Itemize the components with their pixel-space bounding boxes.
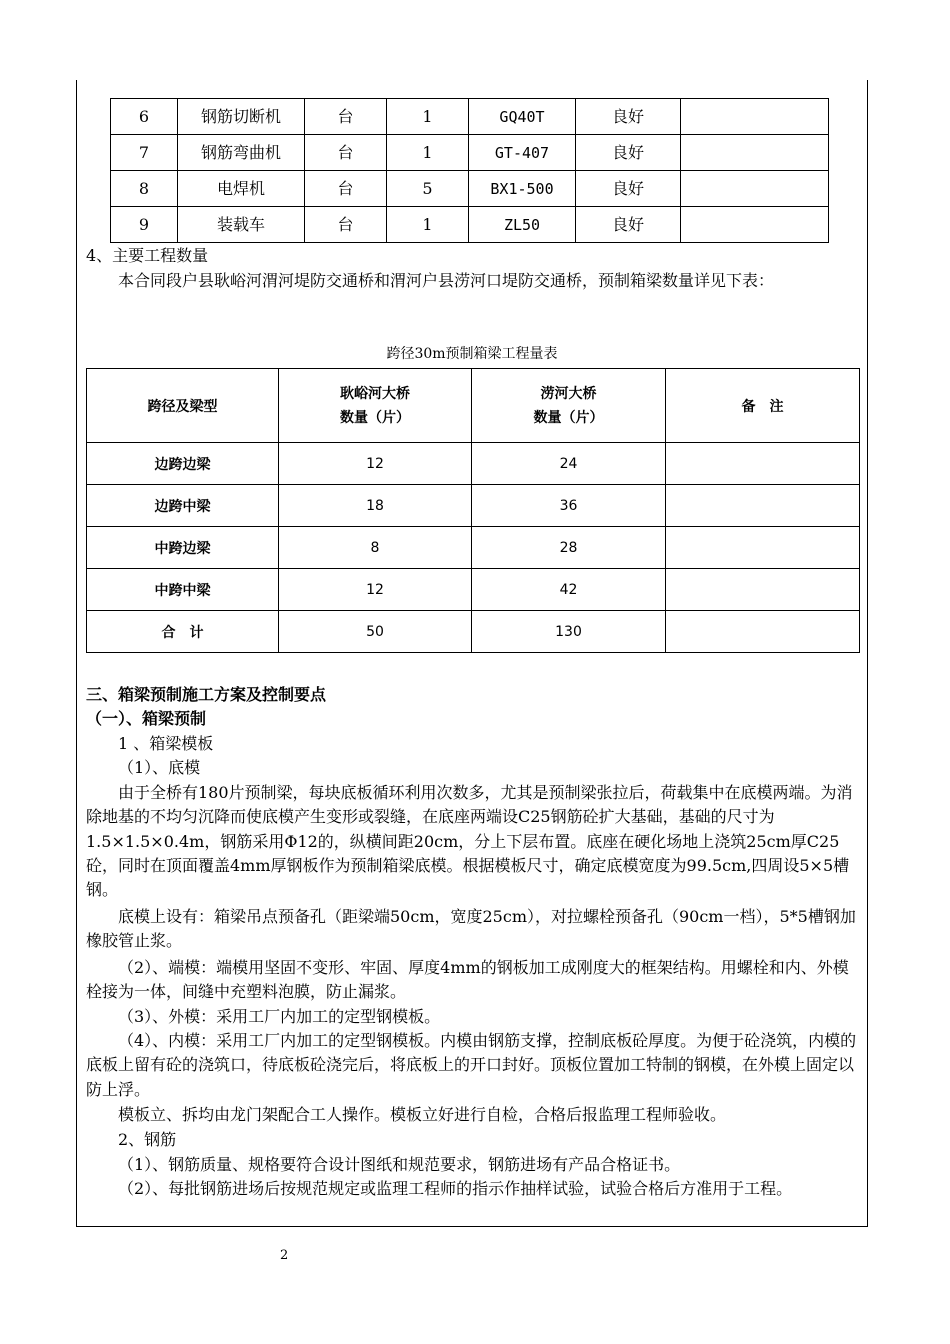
laohe-count: 130	[472, 611, 666, 653]
beam-type: 边跨边梁	[87, 443, 279, 485]
equipment-unit: 台	[305, 99, 387, 135]
gengyu-count: 12	[279, 569, 472, 611]
equipment-unit: 台	[305, 207, 387, 243]
quantity-table	[86, 368, 860, 653]
equipment-row	[111, 207, 829, 243]
item2-title: 2、钢筋	[118, 1130, 177, 1149]
equipment-model: GQ40T	[469, 99, 576, 135]
quantity-row	[87, 569, 860, 611]
header-laohe-line2: 数量（片）	[533, 409, 604, 426]
para-bottom-mold: 由于全桥有180片预制梁，每块底板循环利用次数多，尤其是预制梁张拉后，荷载集中在底模两端。为消除地基的不均匀沉降而使底模产生变形或裂缝，在底座两端设C25钢筋砼扩大基础，基础的尺寸为1.5×1.5×0.4m，钢筋采用Φ12的，纵横间距20cm，分上下层布置。底座在硬化场地上浇筑25cm厚C25砼，同时在顶面覆盖4mm厚钢板作为预制箱梁底模。根据模板尺寸，确定底模宽度为99.5cm,四周设5×5槽钢。	[86, 783, 853, 900]
laohe-count: 24	[472, 443, 666, 485]
gengyu-count: 18	[279, 485, 472, 527]
quantity-remark	[666, 443, 860, 485]
para-erect: 模板立、拆均由龙门架配合工人操作。模板立好进行自检，合格后报监理工程师验收。	[118, 1105, 727, 1124]
equipment-unit: 台	[305, 135, 387, 171]
equipment-row	[111, 135, 829, 171]
header-gengyu	[279, 369, 472, 443]
beam-type: 中跨中梁	[87, 569, 279, 611]
gengyu-count: 8	[279, 527, 472, 569]
section3-title: 三、箱梁预制施工方案及控制要点	[86, 685, 327, 704]
equipment-status: 良好	[576, 207, 681, 243]
equipment-qty: 1	[387, 135, 469, 171]
equipment-qty: 5	[387, 171, 469, 207]
header-remark: 备 注	[666, 369, 860, 443]
equipment-row	[111, 99, 829, 135]
equipment-remark	[681, 171, 829, 207]
quantity-table-header	[87, 369, 860, 443]
quantity-remark	[666, 485, 860, 527]
quantity-remark	[666, 611, 860, 653]
header-gengyu-line2: 数量（片）	[340, 409, 410, 426]
gengyu-count: 50	[279, 611, 472, 653]
gengyu-count: 12	[279, 443, 472, 485]
quantity-row	[87, 485, 860, 527]
equipment-model: ZL50	[469, 207, 576, 243]
equipment-name: 电焊机	[178, 171, 305, 207]
equipment-row	[111, 171, 829, 207]
equipment-no: 9	[111, 207, 178, 243]
para-inner-mold: （4）、内模：采用工厂内加工的定型钢模板。内模由钢筋支撑，控制底板砼厚度。为便于砼浇筑，内模的底板上留有砼的浇筑口，待底板砼浇完后，将底板上的开口封好。顶板位置加工特制的钢模，在外模上固定以防上浮。	[86, 1031, 857, 1099]
equipment-status: 良好	[576, 99, 681, 135]
para-outer-mold: （3）、外模：采用工厂内加工的定型钢模板。	[118, 1007, 441, 1026]
item1-1-title: （1）、底模	[118, 758, 201, 777]
item1-title: 1 、箱梁模板	[118, 734, 214, 753]
equipment-table	[110, 98, 829, 243]
header-laohe-line1: 涝河大桥	[540, 385, 597, 402]
equipment-status: 良好	[576, 171, 681, 207]
equipment-unit: 台	[305, 171, 387, 207]
quantity-row	[87, 611, 860, 653]
beam-type: 边跨中梁	[87, 485, 279, 527]
laohe-count: 28	[472, 527, 666, 569]
equipment-status: 良好	[576, 135, 681, 171]
laohe-count: 42	[472, 569, 666, 611]
equipment-name: 装载车	[178, 207, 305, 243]
header-span-type: 跨径及梁型	[87, 369, 279, 443]
equipment-no: 6	[111, 99, 178, 135]
equipment-no: 7	[111, 135, 178, 171]
equipment-model: GT-407	[469, 135, 576, 171]
page-number: 2	[280, 1248, 289, 1263]
equipment-model: BX1-500	[469, 171, 576, 207]
subsection1-title: （一）、箱梁预制	[86, 709, 207, 728]
header-laohe	[472, 369, 666, 443]
laohe-count: 36	[472, 485, 666, 527]
para-rebar-2: （2）、每批钢筋进场后按规范规定或监理工程师的指示作抽样试验，试验合格后方准用于工程。	[118, 1179, 793, 1198]
equipment-remark	[681, 99, 829, 135]
section4-title: 4、主要工程数量	[86, 246, 209, 265]
quantity-remark	[666, 569, 860, 611]
quantity-remark	[666, 527, 860, 569]
equipment-qty: 1	[387, 99, 469, 135]
beam-type: 合 计	[87, 611, 279, 653]
equipment-remark	[681, 135, 829, 171]
quantity-row	[87, 443, 860, 485]
para-end-mold: （2）、端模：端模用坚固不变形、牢固、厚度4mm的钢板加工成刚度大的框架结构。用螺栓和内、外模栓接为一体，间缝中充塑料泡膜，防止漏浆。	[86, 958, 849, 1002]
section4-intro: 本合同段户县耿峪河渭河堤防交通桥和渭河户县涝河口堤防交通桥，预制箱梁数量详见下表：	[118, 271, 775, 290]
quantity-row	[87, 527, 860, 569]
beam-type: 中跨边梁	[87, 527, 279, 569]
equipment-remark	[681, 207, 829, 243]
para-holes: 底模上设有：箱梁吊点预备孔（距梁端50cm，宽度25cm），对拉螺栓预备孔（90cm一档），5*5槽钢加橡胶管止浆。	[86, 907, 856, 951]
para-rebar-1: （1）、钢筋质量、规格要符合设计图纸和规范要求，钢筋进场有产品合格证书。	[118, 1155, 681, 1174]
equipment-name: 钢筋弯曲机	[178, 135, 305, 171]
equipment-no: 8	[111, 171, 178, 207]
equipment-qty: 1	[387, 207, 469, 243]
equipment-name: 钢筋切断机	[178, 99, 305, 135]
table-caption: 跨径30m预制箱梁工程量表	[386, 346, 558, 362]
header-gengyu-line1: 耿峪河大桥	[340, 385, 410, 402]
